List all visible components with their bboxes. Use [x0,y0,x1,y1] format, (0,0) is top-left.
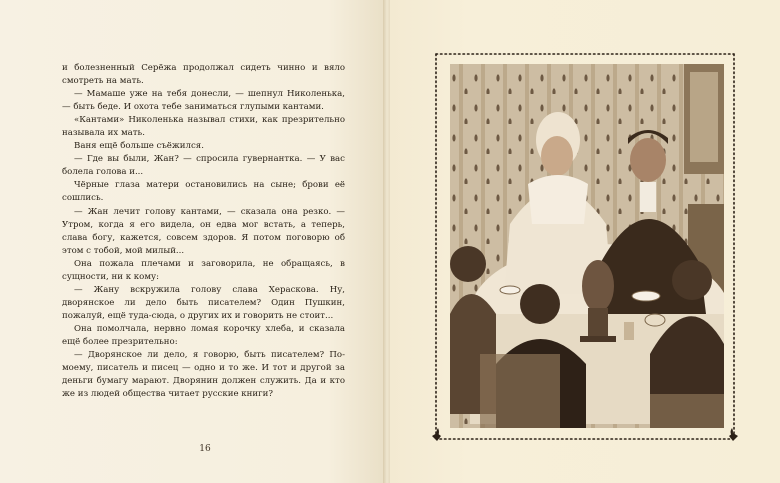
left-page [0,0,386,483]
page-number: 16 [199,444,211,454]
paragraph: Чёрные глаза матери остановились на сыне; брови её сошлись. [62,180,345,204]
sepia-illustration [450,64,724,428]
illustration-svg [450,64,724,428]
paragraph: — Где вы были, Жан? — спросила гувернантка. — У вас болела голова и... [62,154,345,178]
paragraph: Ваня ещё больше съёжился. [74,141,204,152]
paragraph: — Жану вскружила голову слава Хераскова. Ну, дворянское ли дело быть писателем? Один Пушкин, пожалуй, ещё туда-сюда, о других их и говорить не стоит... [62,284,345,321]
paragraph: и болезненный Серёжа продолжал сидеть чинно и вяло смотреть на мать. [62,63,345,87]
paragraph: Она пожала плечами и заговорила, не обращаясь, в сущности, ни к кому: [62,258,345,282]
paragraph: — Дворянское ли дело, я говорю, быть писателем? По-моему, писатель и писец — одно и то же. И тот и другой за деньги бумагу марают. Дворянин должен служить. Да и кто же из людей общества читает русские книги? [62,350,345,400]
paragraph: «Кантами» Николенька называл стихи, как презрительно называла их мать. [62,115,345,139]
paragraph: — Жан лечит голову кантами, — сказала она резко. — Утром, когда я его видела, он едва мог встать, а теперь, слава богу, кажется, совсем здоров. Я потом поговорю об этом с тобой, мой милый... [62,206,345,256]
paragraph: — Мамаше уже на тебя донесли, — шепнул Николенька, — быть беде. И охота тебе заниматься глупыми кантами. [62,89,345,113]
paragraph: Она помолчала, нервно ломая корочку хлеба, и сказала ещё более презрительно: [62,323,345,347]
body-text [62,62,345,401]
